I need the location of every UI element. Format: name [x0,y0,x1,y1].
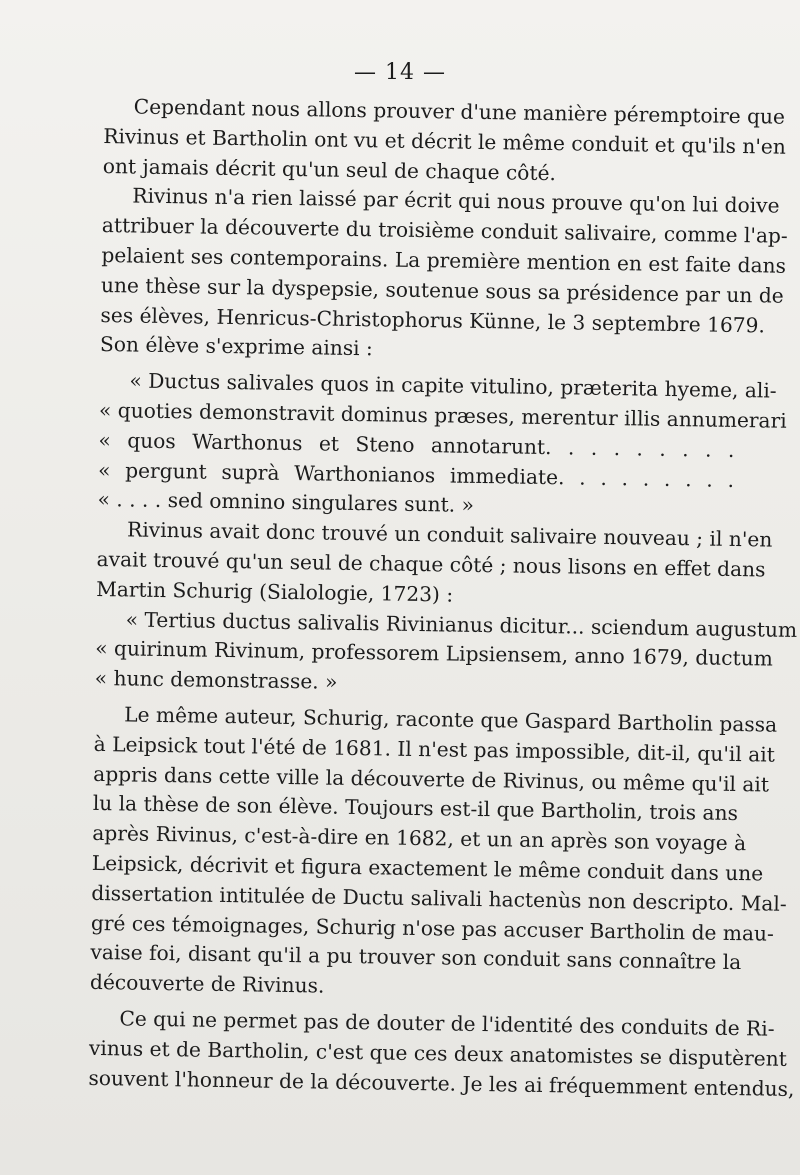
text-line: Leipsick, décrivit et figura exactement le même conduit dans une [91,850,764,886]
paragraph-4 [89,700,787,1008]
text-line: lu la thèse de son élève. Toujours est-il que Bartholin, trois ans [92,791,739,826]
quote-line: « Tertius ductus salivalis Rivinianus dicitur... sciendum augustum [125,606,798,642]
text-line: avait trouvé qu'un seul de chaque côté ; nous lisons en effet dans [96,546,766,582]
text-line: ses élèves, Henricus-Christophorus Künne, le 3 septembre 1679. [100,302,766,337]
text-line: Martin Schurig (Sialologie, 1723) : [96,576,454,607]
text-line: dissertation intitulée de Ductu salivali hactenùs non descripto. Mal- [91,880,787,916]
text-line: ont jamais décrit qu'un seul de chaque côté. [102,153,557,185]
paragraph-5 [88,1004,795,1103]
text-line: pelaient ses contemporains. La première mention en est faite dans [101,242,787,278]
text-line: Son élève s'exprime ainsi : [99,332,374,361]
text-line: souvent l'honneur de la découverte. Je les ai fréquemment entendus, [88,1065,795,1101]
quote-line: « Ductus salivales quos in capite vitulino, præterita hyeme, ali- [129,368,777,403]
paragraph-1 [102,92,787,191]
quotation-2 [94,604,798,703]
text-line: à Leipsick tout l'été de 1681. Il n'est pas impossible, dit-il, qu'il ait [93,731,776,767]
quote-line: « pergunt suprà Warthonianos immediate. . . . . . . . . [97,457,735,492]
text-line: Ce qui ne permet pas de douter de l'identité des conduits de Ri- [119,1006,775,1041]
text-line: Rivinus et Bartholin ont vu et décrit le même conduit et qu'ils n'en [103,123,787,159]
text-line: vinus et de Bartholin, c'est que ces deux anatomistes se disputèrent [88,1035,788,1071]
text-line: une thèse sur la dyspepsie, soutenue sous sa présidence par un de [100,272,784,308]
text-line: attribuer la découverte du troisième conduit salivaire, comme l'ap- [101,213,788,248]
text-line: Le même auteur, Schurig, raconte que Gaspard Bartholin passa [124,702,778,737]
quotation-1 [97,366,787,525]
text-line: appris dans cette ville la découverte de Rivinus, ou même qu'il ait [93,761,770,797]
quote-line: « . . . . sed omnino singulares sunt. » [97,487,475,518]
text-line: Rivinus n'a rien laissé par écrit qui nous prouve qu'on lui doive [132,183,780,219]
paragraph-3 [96,515,773,614]
paragraph-2 [99,181,788,370]
quote-line: « quirinum Rivinum, professorem Lipsiensem, anno 1679, ductum [95,636,774,671]
text-line: découverte de Rivinus. [89,970,325,998]
page-number: — 14 — [354,60,446,85]
text-line: Cependant nous allons prouver d'une manière péremptoire que [133,94,786,129]
quote-line: « quos Warthonus et Steno annotarunt. . . . . . . . . [98,427,735,462]
quote-line: « hunc demonstrasse. » [94,666,338,694]
text-line: gré ces témoignages, Schurig n'ose pas accuser Bartholin de mau- [90,910,775,946]
text-line: vaise foi, disant qu'il a pu trouver son conduit sans connaître la [90,940,742,975]
quote-line: « quoties demonstravit dominus præses, merentur illis annumerari [98,397,787,433]
text-line: Rivinus avait donc trouvé un conduit salivaire nouveau ; il n'en [126,517,773,552]
body-text [88,92,798,1103]
text-line: après Rivinus, c'est-à-dire en 1682, et un an après son voyage à [92,821,747,856]
